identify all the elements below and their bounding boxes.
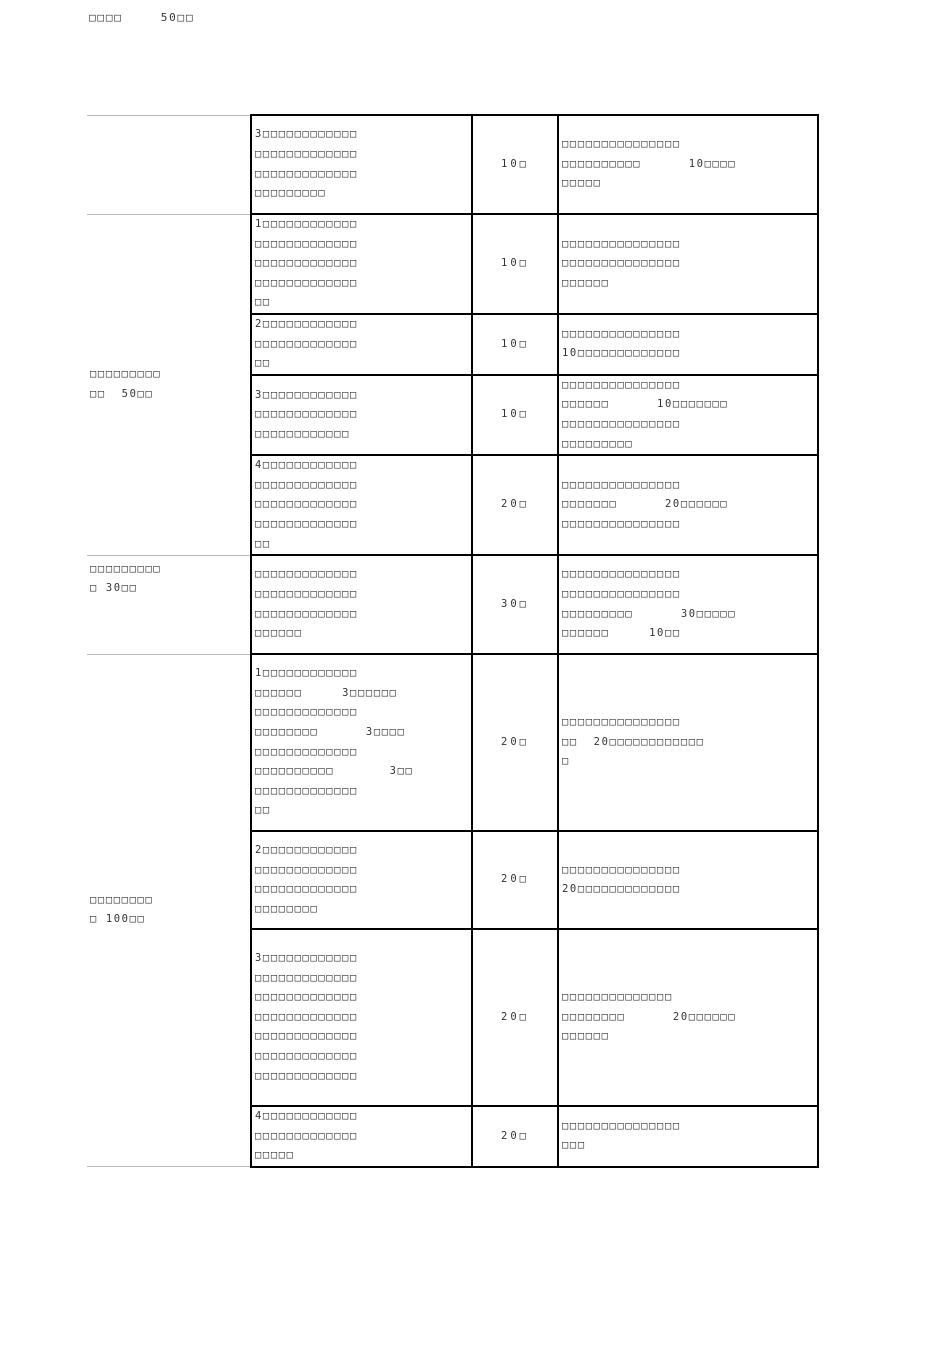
rule-cell: □□□□□□□□□□□□□□□ □□□□□□□ 20□□□□□□ □□□□□□□□□□□□□□□ bbox=[558, 455, 818, 555]
rule-cell: □□□□□□□□□□□□□□ □□□□□□□□ 20□□□□□□ □□□□□□ bbox=[558, 929, 818, 1106]
score-cell: 10□ bbox=[472, 214, 558, 314]
score-cell: 20□ bbox=[472, 929, 558, 1106]
score-cell: 20□ bbox=[472, 831, 558, 929]
criteria-cell: 1□□□□□□□□□□□□ □□□□□□□□□□□□□ □□□□□□□□□□□□□ □□□□□□□□□□□□□ □□ bbox=[251, 214, 472, 314]
scoring-table bbox=[87, 114, 819, 1168]
rule-cell: □□□□□□□□□□□□□□□ □□□□□□□□□□ 10□□□□ □□□□□ bbox=[558, 115, 818, 214]
criteria-cell: 2□□□□□□□□□□□□ □□□□□□□□□□□□□ □□□□□□□□□□□□□ □□□□□□□□ bbox=[251, 831, 472, 929]
rule-cell: □□□□□□□□□□□□□□□ 20□□□□□□□□□□□□□ bbox=[558, 831, 818, 929]
score-cell: 10□ bbox=[472, 314, 558, 375]
rule-cell: □□□□□□□□□□□□□□□ □□ 20□□□□□□□□□□□□ □ bbox=[558, 654, 818, 831]
criteria-cell: 3□□□□□□□□□□□□ □□□□□□□□□□□□□ □□□□□□□□□□□□ bbox=[251, 375, 472, 455]
score-cell: 20□ bbox=[472, 654, 558, 831]
score-cell: 10□ bbox=[472, 375, 558, 455]
rule-cell: □□□□□□□□□□□□□□□ □□□□□□□□□□□□□□□ □□□□□□□□□ 30□□□□□ □□□□□□ 10□□ bbox=[558, 555, 818, 654]
category-cell: □□□□□□□□ □ 100□□ bbox=[87, 654, 251, 1167]
criteria-cell: □□□□□□□□□□□□□ □□□□□□□□□□□□□ □□□□□□□□□□□□□ □□□□□□ bbox=[251, 555, 472, 654]
criteria-cell: 3□□□□□□□□□□□□ □□□□□□□□□□□□□ □□□□□□□□□□□□□ □□□□□□□□□ bbox=[251, 115, 472, 214]
criteria-cell: 3□□□□□□□□□□□□ □□□□□□□□□□□□□ □□□□□□□□□□□□□ □□□□□□□□□□□□□ □□□□□□□□□□□□□ □□□□□□□□□□□□□ □□□□□□□□□□□□□ bbox=[251, 929, 472, 1106]
table-row bbox=[87, 115, 818, 214]
rule-cell: □□□□□□□□□□□□□□□ □□□ bbox=[558, 1106, 818, 1167]
table-row bbox=[87, 654, 818, 831]
score-cell: 20□ bbox=[472, 1106, 558, 1167]
criteria-cell: 4□□□□□□□□□□□□ □□□□□□□□□□□□□ □□□□□□□□□□□□□ □□□□□□□□□□□□□ □□ bbox=[251, 455, 472, 555]
page-header bbox=[89, 11, 194, 24]
category-cell: □□□□□□□□□ □ 30□□ bbox=[87, 555, 251, 654]
table-row bbox=[87, 555, 818, 654]
rule-cell: □□□□□□□□□□□□□□□ □□□□□□□□□□□□□□□ □□□□□□ bbox=[558, 214, 818, 314]
score-cell: 30□ bbox=[472, 555, 558, 654]
rule-cell: □□□□□□□□□□□□□□□ □□□□□□ 10□□□□□□□ □□□□□□□□□□□□□□□ □□□□□□□□□ bbox=[558, 375, 818, 455]
criteria-cell: 2□□□□□□□□□□□□ □□□□□□□□□□□□□ □□ bbox=[251, 314, 472, 375]
criteria-cell: 1□□□□□□□□□□□□ □□□□□□ 3□□□□□□ □□□□□□□□□□□□□ □□□□□□□□ 3□□□□ □□□□□□□□□□□□□ □□□□□□□□□□ 3□□ □□□□□□□□□□□□□ □□ bbox=[251, 654, 472, 831]
rule-cell: □□□□□□□□□□□□□□□ 10□□□□□□□□□□□□□ bbox=[558, 314, 818, 375]
score-cell: 20□ bbox=[472, 455, 558, 555]
header-score: 50□□ bbox=[160, 11, 195, 24]
category-cell: □□□□□□□□□ □□ 50□□ bbox=[87, 214, 251, 555]
category-cell bbox=[87, 115, 251, 214]
table-row bbox=[87, 214, 818, 314]
score-cell: 10□ bbox=[472, 115, 558, 214]
scoring-table-wrapper bbox=[87, 114, 819, 1168]
criteria-cell: 4□□□□□□□□□□□□ □□□□□□□□□□□□□ □□□□□ bbox=[251, 1106, 472, 1167]
header-label: □□□□ bbox=[89, 11, 123, 24]
